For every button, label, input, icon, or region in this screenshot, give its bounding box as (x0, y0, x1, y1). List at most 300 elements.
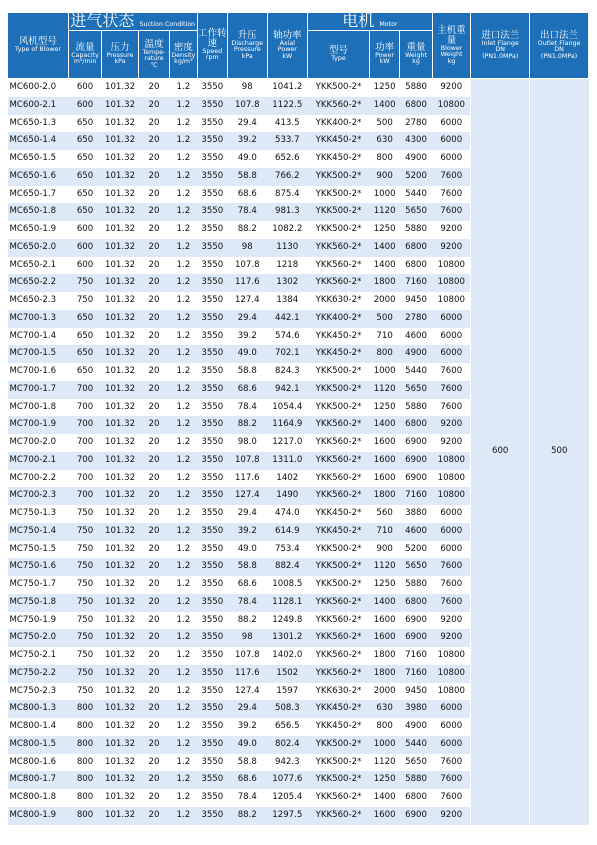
model-cell: MC750-1.5 (8, 541, 69, 559)
motor-type-cell: YKK450-2* (308, 328, 370, 346)
motor-power-cell: 1800 (369, 665, 399, 683)
discharge-pressure-cell: 78.4 (228, 399, 268, 417)
motor-power-cell: 1120 (369, 203, 399, 221)
density-cell: 1.2 (170, 150, 197, 168)
axial-power-cell: 824.3 (267, 363, 308, 381)
density-cell: 1.2 (170, 363, 197, 381)
capacity-cell: 600 (68, 79, 101, 97)
temperature-cell: 20 (138, 771, 169, 789)
capacity-cell: 800 (68, 807, 101, 825)
speed-cell: 3550 (197, 629, 227, 647)
discharge-pressure-cell: 29.4 (228, 310, 268, 328)
axial-power-cell: 875.4 (267, 186, 308, 204)
header-motor: 电机 Motor (308, 13, 433, 31)
capacity-cell: 800 (68, 736, 101, 754)
blower-weight-cell: 7600 (432, 594, 471, 612)
motor-type-cell: YKK500-2* (308, 79, 370, 97)
header-temperature: 温度 Tempe- rature ℃ (138, 31, 169, 79)
blower-weight-cell: 6000 (432, 718, 471, 736)
speed-cell: 3550 (197, 576, 227, 594)
density-cell: 1.2 (170, 718, 197, 736)
motor-power-cell: 500 (369, 115, 399, 133)
density-cell: 1.2 (170, 97, 197, 115)
density-cell: 1.2 (170, 647, 197, 665)
motor-type-cell: YKK560-2* (308, 97, 370, 115)
discharge-pressure-cell: 98 (228, 629, 268, 647)
temperature-cell: 20 (138, 310, 169, 328)
capacity-cell: 750 (68, 541, 101, 559)
pressure-cell: 101.32 (102, 754, 138, 772)
capacity-cell: 700 (68, 381, 101, 399)
speed-cell: 3550 (197, 203, 227, 221)
density-cell: 1.2 (170, 683, 197, 701)
motor-type-cell: YKK450-2* (308, 345, 370, 363)
model-cell: MC750-2.3 (8, 683, 69, 701)
speed-cell: 3550 (197, 186, 227, 204)
motor-power-cell: 1400 (369, 97, 399, 115)
axial-power-cell: 656.5 (267, 718, 308, 736)
motor-power-cell: 1000 (369, 186, 399, 204)
motor-type-cell: YKK500-2* (308, 541, 370, 559)
pressure-cell: 101.32 (102, 487, 138, 505)
motor-power-cell: 900 (369, 541, 399, 559)
model-cell: MC650-1.7 (8, 186, 69, 204)
density-cell: 1.2 (170, 594, 197, 612)
motor-type-cell: YKK560-2* (308, 612, 370, 630)
motor-weight-cell: 5650 (400, 381, 432, 399)
pressure-cell: 101.32 (102, 310, 138, 328)
pressure-cell: 101.32 (102, 647, 138, 665)
speed-cell: 3550 (197, 239, 227, 257)
discharge-pressure-cell: 107.8 (228, 257, 268, 275)
motor-weight-cell: 9450 (400, 683, 432, 701)
motor-power-cell: 2000 (369, 292, 399, 310)
pressure-cell: 101.32 (102, 576, 138, 594)
density-cell: 1.2 (170, 203, 197, 221)
blower-weight-cell: 10800 (432, 647, 471, 665)
discharge-pressure-cell: 127.4 (228, 683, 268, 701)
discharge-pressure-cell: 107.8 (228, 647, 268, 665)
capacity-cell: 750 (68, 629, 101, 647)
axial-power-cell: 753.4 (267, 541, 308, 559)
motor-weight-cell: 5650 (400, 203, 432, 221)
blower-weight-cell: 6000 (432, 700, 471, 718)
motor-power-cell: 710 (369, 328, 399, 346)
model-cell: MC800-1.4 (8, 718, 69, 736)
motor-power-cell: 1250 (369, 771, 399, 789)
temperature-cell: 20 (138, 416, 169, 434)
axial-power-cell: 1008.5 (267, 576, 308, 594)
model-cell: MC750-1.3 (8, 505, 69, 523)
pressure-cell: 101.32 (102, 807, 138, 825)
pressure-cell: 101.32 (102, 736, 138, 754)
temperature-cell: 20 (138, 434, 169, 452)
motor-type-cell: YKK500-2* (308, 736, 370, 754)
speed-cell: 3550 (197, 221, 227, 239)
motor-weight-cell: 6900 (400, 629, 432, 647)
motor-power-cell: 1800 (369, 487, 399, 505)
pressure-cell: 101.32 (102, 186, 138, 204)
motor-weight-cell: 5440 (400, 736, 432, 754)
motor-power-cell: 1000 (369, 363, 399, 381)
speed-cell: 3550 (197, 470, 227, 488)
blower-spec-sheet (7, 12, 589, 825)
discharge-pressure-cell: 68.6 (228, 186, 268, 204)
pressure-cell: 101.32 (102, 79, 138, 97)
capacity-cell: 650 (68, 310, 101, 328)
header-capacity: 流量 Capacity m³/min (68, 31, 101, 79)
density-cell: 1.2 (170, 736, 197, 754)
capacity-cell: 800 (68, 718, 101, 736)
motor-type-cell: YKK630-2* (308, 292, 370, 310)
header-axial-power: 轴功率 Axial Power kW (267, 13, 308, 79)
capacity-cell: 700 (68, 487, 101, 505)
blower-weight-cell: 7600 (432, 186, 471, 204)
speed-cell: 3550 (197, 718, 227, 736)
speed-cell: 3550 (197, 132, 227, 150)
axial-power-cell: 1384 (267, 292, 308, 310)
model-cell: MC800-1.7 (8, 771, 69, 789)
temperature-cell: 20 (138, 718, 169, 736)
motor-power-cell: 630 (369, 132, 399, 150)
pressure-cell: 101.32 (102, 700, 138, 718)
blower-weight-cell: 9200 (432, 239, 471, 257)
discharge-pressure-cell: 68.6 (228, 381, 268, 399)
density-cell: 1.2 (170, 292, 197, 310)
header-motor-weight: 重量 Weight kg (400, 31, 432, 79)
axial-power-cell: 574.6 (267, 328, 308, 346)
speed-cell: 3550 (197, 523, 227, 541)
capacity-cell: 750 (68, 612, 101, 630)
motor-power-cell: 1800 (369, 274, 399, 292)
axial-power-cell: 1077.6 (267, 771, 308, 789)
speed-cell: 3550 (197, 399, 227, 417)
model-cell: MC700-1.6 (8, 363, 69, 381)
motor-weight-cell: 5200 (400, 541, 432, 559)
model-cell: MC750-2.1 (8, 647, 69, 665)
speed-cell: 3550 (197, 541, 227, 559)
blower-weight-cell: 6000 (432, 328, 471, 346)
capacity-cell: 750 (68, 292, 101, 310)
model-cell: MC600-2.0 (8, 79, 69, 97)
density-cell: 1.2 (170, 487, 197, 505)
motor-weight-cell: 6800 (400, 789, 432, 807)
motor-type-cell: YKK500-2* (308, 186, 370, 204)
pressure-cell: 101.32 (102, 221, 138, 239)
motor-weight-cell: 5200 (400, 168, 432, 186)
header-blower-weight: 主机重量 Blower Weight kg (432, 13, 471, 79)
axial-power-cell: 1502 (267, 665, 308, 683)
motor-power-cell: 1250 (369, 399, 399, 417)
motor-type-cell: YKK400-2* (308, 310, 370, 328)
motor-weight-cell: 4600 (400, 523, 432, 541)
axial-power-cell: 1122.5 (267, 97, 308, 115)
motor-type-cell: YKK500-2* (308, 381, 370, 399)
capacity-cell: 650 (68, 186, 101, 204)
axial-power-cell: 1402 (267, 470, 308, 488)
capacity-cell: 800 (68, 771, 101, 789)
motor-power-cell: 1400 (369, 416, 399, 434)
capacity-cell: 650 (68, 168, 101, 186)
discharge-pressure-cell: 78.4 (228, 789, 268, 807)
density-cell: 1.2 (170, 79, 197, 97)
motor-type-cell: YKK450-2* (308, 718, 370, 736)
temperature-cell: 20 (138, 665, 169, 683)
blower-weight-cell: 9200 (432, 221, 471, 239)
motor-type-cell: YKK500-2* (308, 754, 370, 772)
motor-power-cell: 1120 (369, 381, 399, 399)
discharge-pressure-cell: 88.2 (228, 807, 268, 825)
discharge-pressure-cell: 117.6 (228, 470, 268, 488)
capacity-cell: 750 (68, 683, 101, 701)
speed-cell: 3550 (197, 789, 227, 807)
capacity-cell: 700 (68, 416, 101, 434)
model-cell: MC800-1.5 (8, 736, 69, 754)
capacity-cell: 700 (68, 434, 101, 452)
motor-weight-cell: 4900 (400, 718, 432, 736)
model-cell: MC650-2.1 (8, 257, 69, 275)
motor-type-cell: YKK560-2* (308, 629, 370, 647)
motor-type-cell: YKK560-2* (308, 274, 370, 292)
blower-weight-cell: 9200 (432, 629, 471, 647)
motor-weight-cell: 5880 (400, 221, 432, 239)
discharge-pressure-cell: 58.8 (228, 168, 268, 186)
header-speed: 工作转速 Speed rpm (197, 13, 227, 79)
header-pressure: 压力 Pressure kPa (102, 31, 138, 79)
blower-weight-cell: 9200 (432, 79, 471, 97)
model-cell: MC700-1.3 (8, 310, 69, 328)
speed-cell: 3550 (197, 328, 227, 346)
temperature-cell: 20 (138, 186, 169, 204)
discharge-pressure-cell: 88.2 (228, 612, 268, 630)
motor-power-cell: 1600 (369, 807, 399, 825)
header-outlet-flange: 出口法兰 Outlet Flange DN (PN1.0MPa) (530, 13, 589, 79)
speed-cell: 3550 (197, 754, 227, 772)
speed-cell: 3550 (197, 647, 227, 665)
motor-power-cell: 1600 (369, 612, 399, 630)
motor-weight-cell: 6800 (400, 239, 432, 257)
motor-type-cell: YKK560-2* (308, 807, 370, 825)
motor-weight-cell: 4900 (400, 150, 432, 168)
speed-cell: 3550 (197, 292, 227, 310)
model-cell: MC700-2.1 (8, 452, 69, 470)
model-cell: MC800-1.3 (8, 700, 69, 718)
axial-power-cell: 1301.2 (267, 629, 308, 647)
motor-power-cell: 1400 (369, 789, 399, 807)
axial-power-cell: 1311.0 (267, 452, 308, 470)
pressure-cell: 101.32 (102, 203, 138, 221)
blower-weight-cell: 10800 (432, 683, 471, 701)
discharge-pressure-cell: 49.0 (228, 150, 268, 168)
discharge-pressure-cell: 98.0 (228, 434, 268, 452)
capacity-cell: 650 (68, 203, 101, 221)
motor-weight-cell: 5880 (400, 399, 432, 417)
header-inlet-flange: 进口法兰 Inlet Flange DN (PN1.0MPa) (471, 13, 530, 79)
capacity-cell: 650 (68, 345, 101, 363)
pressure-cell: 101.32 (102, 523, 138, 541)
motor-type-cell: YKK560-2* (308, 594, 370, 612)
axial-power-cell: 942.3 (267, 754, 308, 772)
pressure-cell: 101.32 (102, 771, 138, 789)
speed-cell: 3550 (197, 487, 227, 505)
motor-type-cell: YKK450-2* (308, 132, 370, 150)
axial-power-cell: 1082.2 (267, 221, 308, 239)
axial-power-cell: 1164.9 (267, 416, 308, 434)
blower-weight-cell: 6000 (432, 310, 471, 328)
blower-weight-cell: 10800 (432, 470, 471, 488)
motor-weight-cell: 5650 (400, 558, 432, 576)
axial-power-cell: 1597 (267, 683, 308, 701)
temperature-cell: 20 (138, 789, 169, 807)
pressure-cell: 101.32 (102, 115, 138, 133)
density-cell: 1.2 (170, 576, 197, 594)
temperature-cell: 20 (138, 399, 169, 417)
pressure-cell: 101.32 (102, 434, 138, 452)
axial-power-cell: 474.0 (267, 505, 308, 523)
model-cell: MC700-1.8 (8, 399, 69, 417)
model-cell: MC650-1.5 (8, 150, 69, 168)
discharge-pressure-cell: 117.6 (228, 274, 268, 292)
density-cell: 1.2 (170, 381, 197, 399)
pressure-cell: 101.32 (102, 505, 138, 523)
speed-cell: 3550 (197, 612, 227, 630)
temperature-cell: 20 (138, 594, 169, 612)
motor-weight-cell: 6900 (400, 612, 432, 630)
model-cell: MC800-1.9 (8, 807, 69, 825)
axial-power-cell: 652.6 (267, 150, 308, 168)
motor-weight-cell: 5440 (400, 186, 432, 204)
temperature-cell: 20 (138, 79, 169, 97)
motor-power-cell: 1400 (369, 257, 399, 275)
temperature-cell: 20 (138, 150, 169, 168)
capacity-cell: 750 (68, 274, 101, 292)
pressure-cell: 101.32 (102, 665, 138, 683)
capacity-cell: 750 (68, 576, 101, 594)
motor-weight-cell: 5440 (400, 363, 432, 381)
pressure-cell: 101.32 (102, 683, 138, 701)
capacity-cell: 700 (68, 399, 101, 417)
density-cell: 1.2 (170, 345, 197, 363)
axial-power-cell: 442.1 (267, 310, 308, 328)
capacity-cell: 800 (68, 700, 101, 718)
speed-cell: 3550 (197, 594, 227, 612)
axial-power-cell: 1130 (267, 239, 308, 257)
blower-weight-cell: 6000 (432, 541, 471, 559)
discharge-pressure-cell: 49.0 (228, 345, 268, 363)
blower-weight-cell: 10800 (432, 292, 471, 310)
axial-power-cell: 882.4 (267, 558, 308, 576)
speed-cell: 3550 (197, 700, 227, 718)
motor-weight-cell: 3980 (400, 700, 432, 718)
capacity-cell: 750 (68, 594, 101, 612)
blower-weight-cell: 9200 (432, 416, 471, 434)
capacity-cell: 800 (68, 789, 101, 807)
pressure-cell: 101.32 (102, 363, 138, 381)
pressure-cell: 101.32 (102, 381, 138, 399)
density-cell: 1.2 (170, 168, 197, 186)
model-cell: MC650-1.4 (8, 132, 69, 150)
motor-weight-cell: 5880 (400, 771, 432, 789)
motor-type-cell: YKK560-2* (308, 239, 370, 257)
speed-cell: 3550 (197, 79, 227, 97)
axial-power-cell: 1128.1 (267, 594, 308, 612)
temperature-cell: 20 (138, 612, 169, 630)
axial-power-cell: 533.7 (267, 132, 308, 150)
motor-weight-cell: 6800 (400, 97, 432, 115)
motor-weight-cell: 3880 (400, 505, 432, 523)
motor-power-cell: 630 (369, 700, 399, 718)
capacity-cell: 650 (68, 363, 101, 381)
temperature-cell: 20 (138, 700, 169, 718)
blower-weight-cell: 6000 (432, 523, 471, 541)
axial-power-cell: 766.2 (267, 168, 308, 186)
model-cell: MC650-1.3 (8, 115, 69, 133)
motor-type-cell: YKK560-2* (308, 665, 370, 683)
pressure-cell: 101.32 (102, 97, 138, 115)
density-cell: 1.2 (170, 310, 197, 328)
discharge-pressure-cell: 98 (228, 79, 268, 97)
blower-weight-cell: 7600 (432, 399, 471, 417)
axial-power-cell: 1218 (267, 257, 308, 275)
header-model: 风机型号 Type of Blower (8, 13, 69, 79)
axial-power-cell: 614.9 (267, 523, 308, 541)
capacity-cell: 700 (68, 470, 101, 488)
motor-power-cell: 1250 (369, 79, 399, 97)
blower-weight-cell: 6000 (432, 115, 471, 133)
axial-power-cell: 413.5 (267, 115, 308, 133)
blower-weight-cell: 7600 (432, 576, 471, 594)
motor-power-cell: 1600 (369, 434, 399, 452)
blower-weight-cell: 7600 (432, 381, 471, 399)
density-cell: 1.2 (170, 558, 197, 576)
motor-weight-cell: 7160 (400, 665, 432, 683)
density-cell: 1.2 (170, 541, 197, 559)
model-cell: MC700-1.9 (8, 416, 69, 434)
capacity-cell: 750 (68, 558, 101, 576)
speed-cell: 3550 (197, 274, 227, 292)
density-cell: 1.2 (170, 470, 197, 488)
blower-weight-cell: 6000 (432, 505, 471, 523)
speed-cell: 3550 (197, 807, 227, 825)
blower-weight-cell: 6000 (432, 736, 471, 754)
speed-cell: 3550 (197, 736, 227, 754)
motor-type-cell: YKK450-2* (308, 150, 370, 168)
motor-power-cell: 710 (369, 523, 399, 541)
discharge-pressure-cell: 127.4 (228, 487, 268, 505)
discharge-pressure-cell: 58.8 (228, 363, 268, 381)
motor-type-cell: YKK560-2* (308, 257, 370, 275)
motor-weight-cell: 6900 (400, 470, 432, 488)
motor-power-cell: 560 (369, 505, 399, 523)
capacity-cell: 600 (68, 239, 101, 257)
speed-cell: 3550 (197, 683, 227, 701)
temperature-cell: 20 (138, 115, 169, 133)
temperature-cell: 20 (138, 345, 169, 363)
model-cell: MC650-2.2 (8, 274, 69, 292)
blower-weight-cell: 7600 (432, 203, 471, 221)
motor-type-cell: YKK450-2* (308, 505, 370, 523)
motor-type-cell: YKK500-2* (308, 203, 370, 221)
temperature-cell: 20 (138, 221, 169, 239)
pressure-cell: 101.32 (102, 612, 138, 630)
motor-weight-cell: 6900 (400, 434, 432, 452)
speed-cell: 3550 (197, 257, 227, 275)
motor-type-cell: YKK500-2* (308, 771, 370, 789)
blower-weight-cell: 7600 (432, 168, 471, 186)
temperature-cell: 20 (138, 470, 169, 488)
table-body (8, 79, 589, 825)
motor-weight-cell: 7160 (400, 487, 432, 505)
